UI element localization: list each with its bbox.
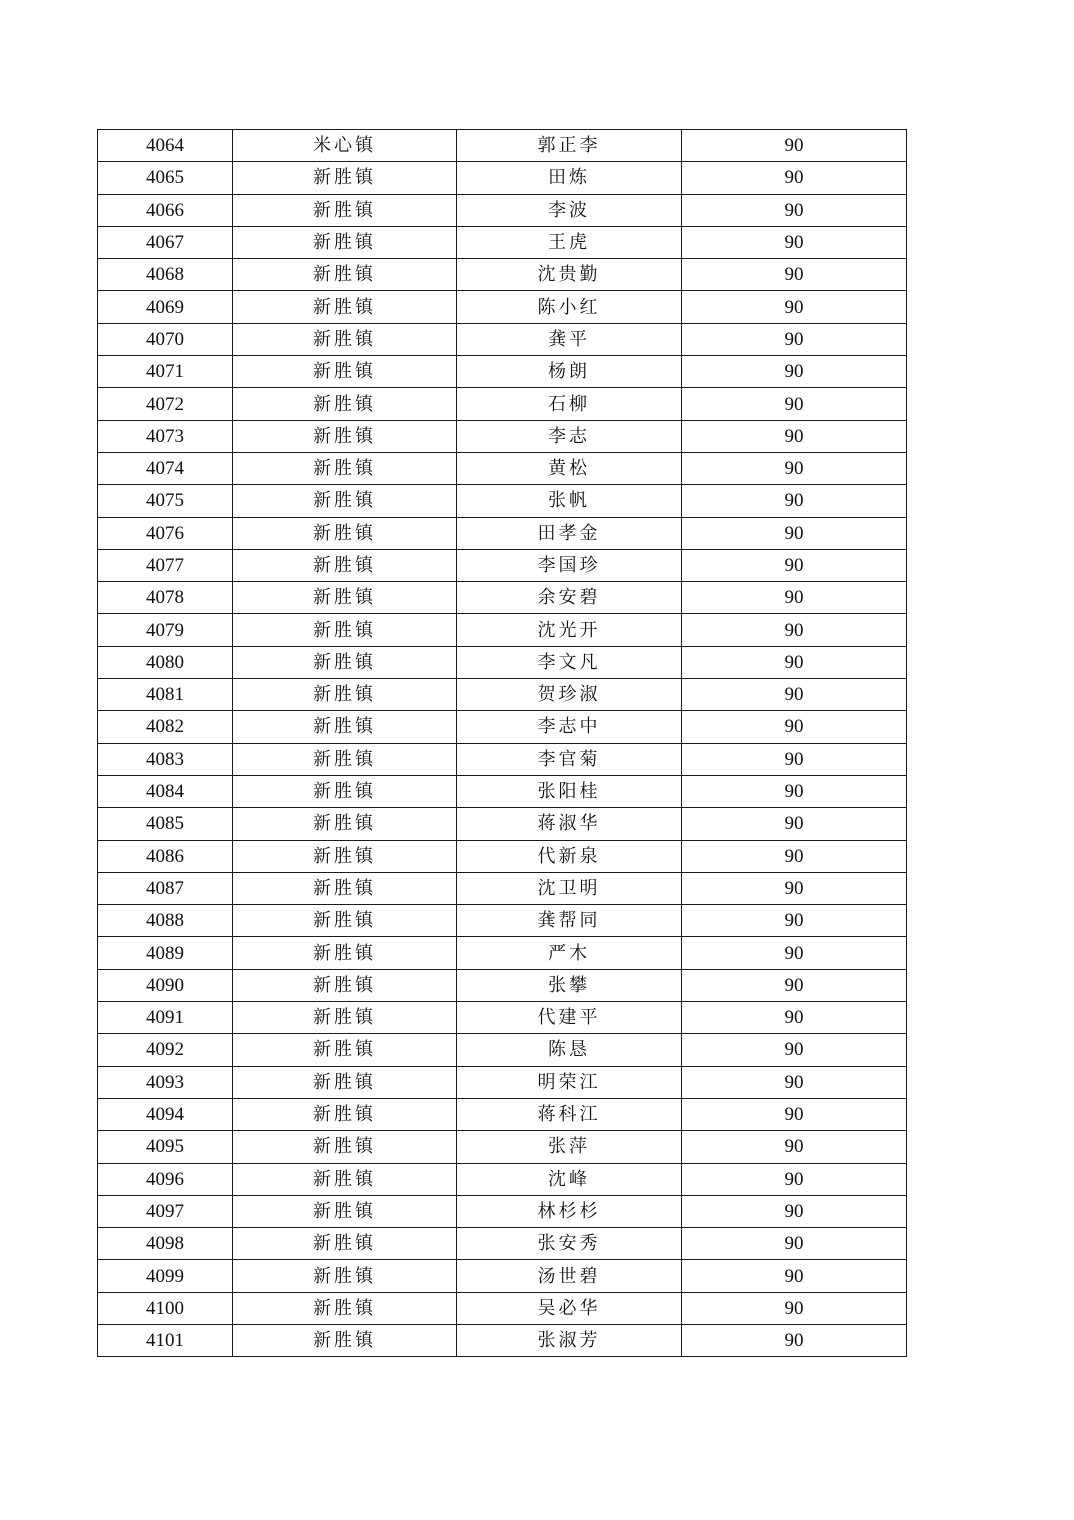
cell-score: 90 — [682, 743, 907, 775]
cell-serial-number: 4086 — [98, 840, 233, 872]
cell-person-name: 石柳 — [457, 388, 682, 420]
cell-score: 90 — [682, 323, 907, 355]
cell-serial-number: 4082 — [98, 711, 233, 743]
cell-score: 90 — [682, 679, 907, 711]
cell-town: 新胜镇 — [233, 808, 457, 840]
table-row — [98, 1034, 907, 1066]
cell-person-name: 代新泉 — [457, 840, 682, 872]
cell-score: 90 — [682, 356, 907, 388]
cell-score: 90 — [682, 775, 907, 807]
cell-score: 90 — [682, 259, 907, 291]
cell-score: 90 — [682, 1195, 907, 1227]
table-row — [98, 1002, 907, 1034]
table-row — [98, 452, 907, 484]
table-row — [98, 1324, 907, 1356]
cell-score: 90 — [682, 485, 907, 517]
cell-person-name: 沈贵勤 — [457, 259, 682, 291]
cell-score: 90 — [682, 1163, 907, 1195]
cell-town: 新胜镇 — [233, 1002, 457, 1034]
cell-serial-number: 4064 — [98, 130, 233, 162]
cell-serial-number: 4077 — [98, 549, 233, 581]
cell-town: 新胜镇 — [233, 1228, 457, 1260]
cell-person-name: 张阳桂 — [457, 775, 682, 807]
cell-town: 新胜镇 — [233, 291, 457, 323]
cell-person-name: 张淑芳 — [457, 1324, 682, 1356]
cell-score: 90 — [682, 1292, 907, 1324]
table-row — [98, 775, 907, 807]
cell-score: 90 — [682, 420, 907, 452]
cell-person-name: 沈峰 — [457, 1163, 682, 1195]
cell-score: 90 — [682, 582, 907, 614]
table-row — [98, 969, 907, 1001]
cell-town: 新胜镇 — [233, 1066, 457, 1098]
roster-table-body — [98, 130, 907, 1357]
cell-serial-number: 4087 — [98, 872, 233, 904]
cell-serial-number: 4067 — [98, 226, 233, 258]
cell-score: 90 — [682, 452, 907, 484]
table-row — [98, 226, 907, 258]
cell-town: 新胜镇 — [233, 323, 457, 355]
cell-town: 新胜镇 — [233, 162, 457, 194]
table-row — [98, 1098, 907, 1130]
cell-town: 新胜镇 — [233, 1163, 457, 1195]
cell-serial-number: 4072 — [98, 388, 233, 420]
cell-serial-number: 4079 — [98, 614, 233, 646]
table-row — [98, 388, 907, 420]
cell-town: 新胜镇 — [233, 1034, 457, 1066]
table-row — [98, 162, 907, 194]
cell-town: 新胜镇 — [233, 1195, 457, 1227]
cell-serial-number: 4093 — [98, 1066, 233, 1098]
table-row — [98, 1292, 907, 1324]
cell-town: 新胜镇 — [233, 937, 457, 969]
cell-town: 新胜镇 — [233, 1260, 457, 1292]
cell-person-name: 李志中 — [457, 711, 682, 743]
cell-person-name: 沈卫明 — [457, 872, 682, 904]
cell-score: 90 — [682, 614, 907, 646]
cell-town: 新胜镇 — [233, 679, 457, 711]
cell-town: 新胜镇 — [233, 1324, 457, 1356]
cell-person-name: 龚帮同 — [457, 905, 682, 937]
cell-person-name: 张攀 — [457, 969, 682, 1001]
cell-town: 新胜镇 — [233, 840, 457, 872]
table-row — [98, 711, 907, 743]
table-row — [98, 808, 907, 840]
cell-person-name: 田炼 — [457, 162, 682, 194]
cell-score: 90 — [682, 1002, 907, 1034]
cell-score: 90 — [682, 1324, 907, 1356]
cell-serial-number: 4101 — [98, 1324, 233, 1356]
cell-person-name: 吴必华 — [457, 1292, 682, 1324]
cell-score: 90 — [682, 130, 907, 162]
cell-town: 新胜镇 — [233, 1098, 457, 1130]
cell-serial-number: 4068 — [98, 259, 233, 291]
roster-table — [97, 129, 907, 1357]
cell-person-name: 汤世碧 — [457, 1260, 682, 1292]
table-row — [98, 1163, 907, 1195]
table-row — [98, 905, 907, 937]
cell-town: 新胜镇 — [233, 485, 457, 517]
cell-score: 90 — [682, 937, 907, 969]
cell-serial-number: 4097 — [98, 1195, 233, 1227]
cell-serial-number: 4095 — [98, 1131, 233, 1163]
cell-person-name: 蒋科江 — [457, 1098, 682, 1130]
cell-score: 90 — [682, 1228, 907, 1260]
cell-person-name: 贺珍淑 — [457, 679, 682, 711]
table-row — [98, 356, 907, 388]
cell-score: 90 — [682, 905, 907, 937]
cell-town: 新胜镇 — [233, 969, 457, 1001]
table-row — [98, 937, 907, 969]
cell-serial-number: 4084 — [98, 775, 233, 807]
cell-serial-number: 4100 — [98, 1292, 233, 1324]
cell-town: 新胜镇 — [233, 743, 457, 775]
table-row — [98, 549, 907, 581]
cell-person-name: 张安秀 — [457, 1228, 682, 1260]
cell-serial-number: 4090 — [98, 969, 233, 1001]
cell-person-name: 李文凡 — [457, 646, 682, 678]
cell-serial-number: 4074 — [98, 452, 233, 484]
table-row — [98, 1131, 907, 1163]
cell-score: 90 — [682, 646, 907, 678]
table-row — [98, 679, 907, 711]
cell-serial-number: 4088 — [98, 905, 233, 937]
table-row — [98, 130, 907, 162]
cell-serial-number: 4071 — [98, 356, 233, 388]
cell-score: 90 — [682, 517, 907, 549]
cell-serial-number: 4096 — [98, 1163, 233, 1195]
cell-town: 新胜镇 — [233, 517, 457, 549]
cell-serial-number: 4098 — [98, 1228, 233, 1260]
cell-person-name: 余安碧 — [457, 582, 682, 614]
cell-score: 90 — [682, 1066, 907, 1098]
cell-serial-number: 4069 — [98, 291, 233, 323]
cell-score: 90 — [682, 969, 907, 1001]
table-row — [98, 291, 907, 323]
table-row — [98, 840, 907, 872]
cell-person-name: 陈小红 — [457, 291, 682, 323]
cell-serial-number: 4078 — [98, 582, 233, 614]
cell-score: 90 — [682, 194, 907, 226]
cell-serial-number: 4094 — [98, 1098, 233, 1130]
cell-serial-number: 4066 — [98, 194, 233, 226]
cell-town: 新胜镇 — [233, 388, 457, 420]
cell-score: 90 — [682, 711, 907, 743]
cell-person-name: 田孝金 — [457, 517, 682, 549]
cell-person-name: 张萍 — [457, 1131, 682, 1163]
cell-serial-number: 4092 — [98, 1034, 233, 1066]
cell-person-name: 明荣江 — [457, 1066, 682, 1098]
cell-score: 90 — [682, 291, 907, 323]
cell-serial-number: 4099 — [98, 1260, 233, 1292]
cell-serial-number: 4081 — [98, 679, 233, 711]
cell-town: 新胜镇 — [233, 711, 457, 743]
cell-person-name: 李志 — [457, 420, 682, 452]
cell-town: 新胜镇 — [233, 614, 457, 646]
cell-person-name: 林杉杉 — [457, 1195, 682, 1227]
cell-score: 90 — [682, 808, 907, 840]
table-row — [98, 194, 907, 226]
table-row — [98, 743, 907, 775]
cell-town: 新胜镇 — [233, 226, 457, 258]
cell-score: 90 — [682, 226, 907, 258]
cell-serial-number: 4076 — [98, 517, 233, 549]
table-row — [98, 1195, 907, 1227]
cell-person-name: 王虎 — [457, 226, 682, 258]
cell-person-name: 陈恳 — [457, 1034, 682, 1066]
cell-person-name: 严木 — [457, 937, 682, 969]
cell-town: 新胜镇 — [233, 872, 457, 904]
cell-serial-number: 4091 — [98, 1002, 233, 1034]
cell-serial-number: 4075 — [98, 485, 233, 517]
table-row — [98, 1066, 907, 1098]
cell-town: 新胜镇 — [233, 452, 457, 484]
cell-person-name: 李国珍 — [457, 549, 682, 581]
cell-score: 90 — [682, 549, 907, 581]
cell-town: 新胜镇 — [233, 356, 457, 388]
cell-serial-number: 4080 — [98, 646, 233, 678]
cell-serial-number: 4065 — [98, 162, 233, 194]
cell-town: 新胜镇 — [233, 259, 457, 291]
table-row — [98, 1260, 907, 1292]
cell-person-name: 张帆 — [457, 485, 682, 517]
cell-person-name: 李官菊 — [457, 743, 682, 775]
cell-person-name: 代建平 — [457, 1002, 682, 1034]
cell-town: 新胜镇 — [233, 420, 457, 452]
cell-serial-number: 4070 — [98, 323, 233, 355]
table-row — [98, 1228, 907, 1260]
cell-town: 新胜镇 — [233, 1131, 457, 1163]
cell-person-name: 沈光开 — [457, 614, 682, 646]
table-row — [98, 646, 907, 678]
table-row — [98, 614, 907, 646]
table-row — [98, 582, 907, 614]
table-row — [98, 485, 907, 517]
cell-town: 新胜镇 — [233, 582, 457, 614]
cell-serial-number: 4085 — [98, 808, 233, 840]
cell-person-name: 李波 — [457, 194, 682, 226]
cell-score: 90 — [682, 872, 907, 904]
table-row — [98, 517, 907, 549]
table-row — [98, 872, 907, 904]
table-row — [98, 259, 907, 291]
cell-score: 90 — [682, 388, 907, 420]
cell-serial-number: 4089 — [98, 937, 233, 969]
cell-town: 新胜镇 — [233, 646, 457, 678]
cell-person-name: 杨朗 — [457, 356, 682, 388]
cell-town: 新胜镇 — [233, 1292, 457, 1324]
table-row — [98, 420, 907, 452]
cell-score: 90 — [682, 1098, 907, 1130]
cell-score: 90 — [682, 1131, 907, 1163]
cell-person-name: 蒋淑华 — [457, 808, 682, 840]
cell-person-name: 黄松 — [457, 452, 682, 484]
cell-town: 米心镇 — [233, 130, 457, 162]
cell-score: 90 — [682, 1260, 907, 1292]
cell-serial-number: 4073 — [98, 420, 233, 452]
cell-town: 新胜镇 — [233, 549, 457, 581]
cell-score: 90 — [682, 1034, 907, 1066]
table-row — [98, 323, 907, 355]
cell-person-name: 龚平 — [457, 323, 682, 355]
cell-person-name: 郭正李 — [457, 130, 682, 162]
cell-serial-number: 4083 — [98, 743, 233, 775]
cell-score: 90 — [682, 840, 907, 872]
cell-town: 新胜镇 — [233, 194, 457, 226]
cell-town: 新胜镇 — [233, 775, 457, 807]
cell-town: 新胜镇 — [233, 905, 457, 937]
cell-score: 90 — [682, 162, 907, 194]
